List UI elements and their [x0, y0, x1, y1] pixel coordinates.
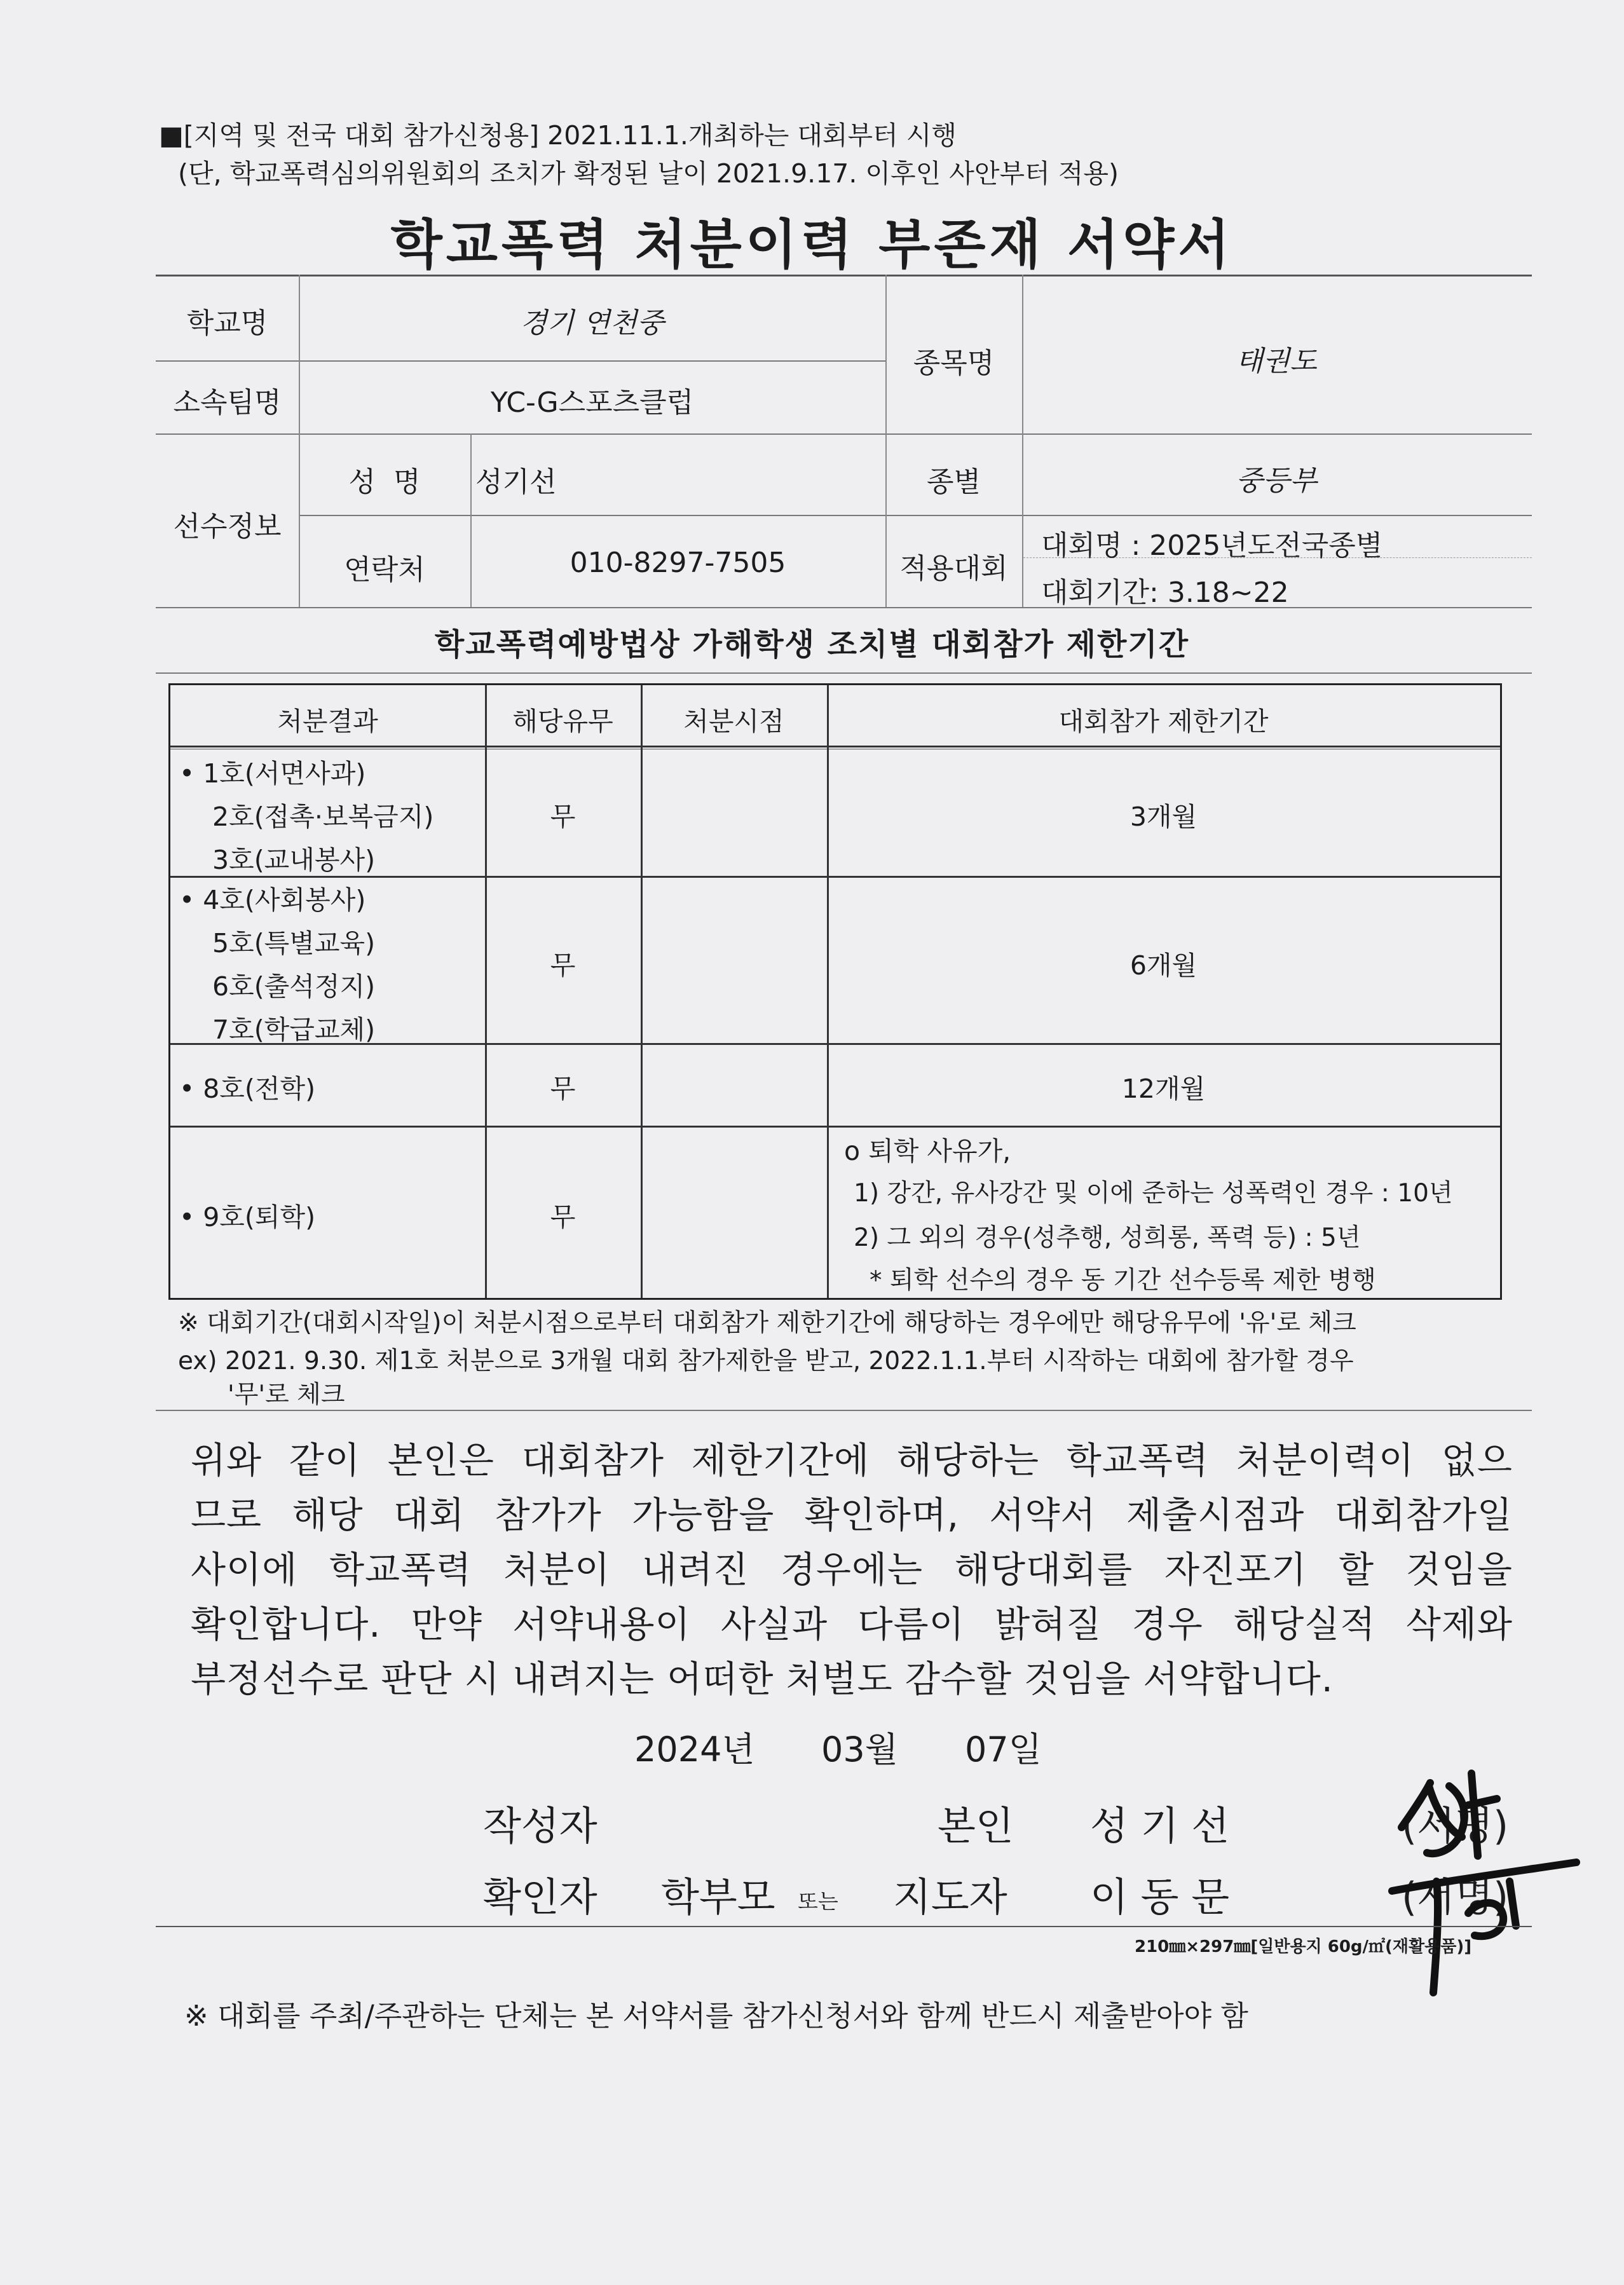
header-line-2: (단, 학교폭력심의위원회의 조치가 확정된 날이 2021.9.17. 이후인 사안부터 적용) — [178, 158, 1119, 189]
self-label: 본인 — [938, 1803, 1014, 1849]
pledge-statement — [191, 1433, 1513, 1707]
row4-period-line-4: * 퇴학 선수의 경우 동 기간 선수등록 제한 병행 — [870, 1266, 1376, 1295]
document-title: 학교폭력 처분이력 부존재 서약서 — [390, 214, 1234, 276]
signature-divider — [156, 1926, 1532, 1927]
note-example-line-1: ex) 2021. 9.30. 제1호 처분으로 3개월 대회 참가제한을 받고, 2022.1.1.부터 시작하는 대회에 참가할 경우 — [178, 1347, 1354, 1375]
statement-line-3: 사이에 학교폭력 처분이 내려진 경우에는 해당대회를 자진포기 할 것임을 — [191, 1549, 1513, 1591]
team-value: YC-G스포츠클럽 — [490, 386, 694, 419]
info-top-border — [156, 275, 1532, 276]
date-day: 07일 — [965, 1729, 1042, 1770]
info-line-team — [156, 433, 1532, 435]
date-month: 03월 — [821, 1729, 898, 1770]
row4-applicable: 무 — [550, 1202, 576, 1232]
header-result: 처분결과 — [277, 706, 378, 737]
table-header-line — [170, 746, 1500, 747]
row2-result-3: 6호(출석정지) — [212, 971, 376, 1002]
name-label: 성 명 — [348, 466, 421, 498]
sport-value: 태권도 — [1236, 345, 1317, 378]
header-applicable: 해당유무 — [512, 706, 613, 737]
row2-result-2: 5호(특별교육) — [212, 928, 376, 958]
note-example-line-2: '무'로 체크 — [228, 1381, 345, 1409]
row1-result-1: • 1호(서면사과) — [179, 758, 366, 789]
statement-line-2: 므로 해당 대회 참가가 가능함을 확인하며, 서약서 제출시점과 대회참가일 — [191, 1494, 1513, 1536]
row1-applicable: 무 — [550, 801, 576, 832]
table-row-line-3 — [170, 1126, 1500, 1128]
row4-result-1: • 9호(퇴학) — [179, 1202, 316, 1232]
competition-period: 대회기간: 3.18~22 — [1041, 576, 1289, 609]
header-period: 대회참가 제한기간 — [1058, 706, 1269, 737]
confirmer-sign-mark: (서명) — [1402, 1874, 1509, 1920]
row3-result-1: • 8호(전학) — [179, 1074, 316, 1104]
sport-label: 종목명 — [913, 347, 995, 379]
contact-value: 010-8297-7505 — [570, 547, 786, 579]
category-value: 중등부 — [1236, 465, 1317, 497]
subtitle-underline — [156, 672, 1532, 674]
row2-result-1: • 4호(사회봉사) — [179, 885, 366, 915]
note-check-rule: ※ 대회기간(대회시작일)이 처분시점으로부터 대회참가 제한기간에 해당하는 경우에만 해당유무에 '유'로 체크 — [178, 1309, 1356, 1337]
info-bottom-border — [156, 607, 1532, 608]
row1-result-2: 2호(접촉·보복금지) — [212, 801, 434, 832]
parent-label: 학부모 — [661, 1874, 775, 1920]
school-value: 경기 연천중 — [520, 307, 664, 339]
competition-name: 대회명 : 2025년도전국종별 — [1041, 529, 1383, 562]
confirmer-name: 이 동 문 — [1090, 1874, 1230, 1920]
table-vline-3 — [827, 685, 829, 1298]
info-vline-2 — [470, 433, 472, 607]
row4-period-line-3: 2) 그 외의 경우(성추행, 성희롱, 폭력 등) : 5년 — [854, 1224, 1361, 1252]
name-value: 성기선 — [475, 466, 557, 498]
info-line-name — [299, 515, 1532, 516]
player-info-label: 선수정보 — [173, 510, 282, 543]
row2-result-4: 7호(학급교체) — [212, 1014, 376, 1045]
writer-label: 작성자 — [483, 1803, 597, 1849]
school-label: 학교명 — [186, 307, 268, 339]
row4-period-line-1: o 퇴학 사유가, — [844, 1136, 1011, 1166]
statement-line-5: 부정선수로 판단 시 내려지는 어떠한 처벌도 감수할 것임을 서약합니다. — [191, 1658, 1334, 1700]
notes-divider — [156, 1410, 1532, 1411]
contact-label: 연락처 — [344, 554, 425, 586]
row1-period: 3개월 — [1129, 801, 1198, 832]
or-label: 또는 — [798, 1889, 838, 1914]
confirmer-label: 확인자 — [483, 1874, 597, 1920]
competition-label: 적용대회 — [899, 552, 1008, 585]
team-label: 소속팀명 — [173, 386, 282, 419]
writer-sign-mark: (서명) — [1402, 1803, 1509, 1849]
restriction-table — [168, 683, 1502, 1300]
info-vline-4 — [1022, 275, 1023, 607]
header-square-bullet: ■ — [159, 120, 184, 151]
writer-name: 성 기 선 — [1090, 1803, 1230, 1849]
coach-label: 지도자 — [893, 1874, 1007, 1920]
row3-applicable: 무 — [550, 1074, 576, 1104]
row1-result-3: 3호(교내봉사) — [212, 845, 376, 875]
statement-line-1: 위와 같이 본인은 대회참가 제한기간에 해당하는 학교폭력 처분이력이 없으 — [191, 1440, 1513, 1482]
info-line-school — [156, 360, 887, 362]
row4-period-line-2: 1) 강간, 유사강간 및 이에 준하는 성폭력인 경우 : 10년 — [854, 1179, 1453, 1208]
table-vline-2 — [641, 685, 643, 1298]
header-time: 처분시점 — [683, 706, 784, 737]
category-label: 종별 — [926, 466, 981, 498]
handwritten-signature-icon — [1367, 1761, 1583, 2002]
date-year: 2024년 — [634, 1729, 755, 1770]
row2-applicable: 무 — [550, 950, 576, 981]
restriction-subtitle: 학교폭력예방법상 가해학생 조치별 대회참가 제한기간 — [434, 627, 1190, 662]
footnote: ※ 대회를 주최/주관하는 단체는 본 서약서를 참가신청서와 함께 반드시 제출받아야 함 — [184, 1999, 1248, 2033]
statement-line-4: 확인합니다. 만약 서약내용이 사실과 다름이 밝혀질 경우 해당실적 삭제와 — [191, 1604, 1513, 1646]
header-line-1: ■[지역 및 전국 대회 참가신청용] 2021.11.1.개최하는 대회부터 시행 — [159, 120, 957, 151]
paper-spec: 210㎜×297㎜[일반용지 60g/㎡(재활용품)] — [1135, 1937, 1472, 1956]
row3-period: 12개월 — [1121, 1074, 1206, 1104]
row2-period: 6개월 — [1129, 950, 1198, 981]
